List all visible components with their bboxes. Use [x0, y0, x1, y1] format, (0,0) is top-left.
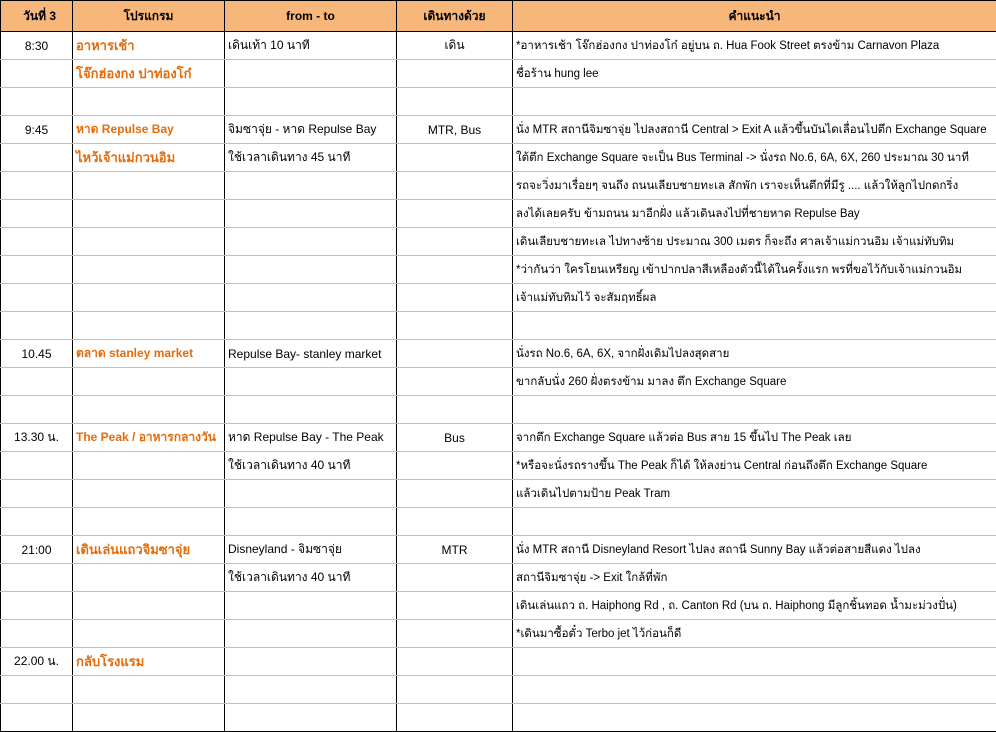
from-to-cell[interactable]: [225, 592, 397, 620]
table-row: [1, 284, 996, 312]
from-to-cell[interactable]: [225, 648, 397, 676]
travel-mode-cell[interactable]: [397, 452, 513, 480]
table-row: [1, 508, 996, 536]
advice-cell[interactable]: *เดินมาซื้อตั๋ว Terbo jet ไว้ก่อนก็ดี: [513, 620, 996, 648]
from-to-cell[interactable]: [225, 172, 397, 200]
program-cell[interactable]: ไหว้เจ้าแม่กวนอิม: [73, 144, 225, 172]
header-from-to[interactable]: from - to: [225, 1, 397, 32]
time-cell[interactable]: 13.30 น.: [1, 424, 73, 452]
program-cell[interactable]: [73, 228, 225, 256]
table-row: [1, 480, 996, 508]
itinerary-body: [1, 32, 996, 732]
travel-mode-cell[interactable]: [397, 508, 513, 536]
travel-mode-cell[interactable]: [397, 284, 513, 312]
program-cell[interactable]: อาหารเช้า: [73, 32, 225, 60]
time-cell[interactable]: [1, 60, 73, 88]
from-to-cell[interactable]: [225, 396, 397, 424]
table-row: [1, 452, 996, 480]
travel-mode-cell[interactable]: [397, 676, 513, 704]
program-cell[interactable]: [73, 564, 225, 592]
program-cell[interactable]: [73, 508, 225, 536]
table-row: [1, 424, 996, 452]
program-cell[interactable]: [73, 172, 225, 200]
travel-mode-cell[interactable]: [397, 592, 513, 620]
from-to-cell[interactable]: Disneyland - จิมซาจุ่ย: [225, 536, 397, 564]
travel-mode-cell[interactable]: [397, 368, 513, 396]
travel-mode-cell[interactable]: [397, 564, 513, 592]
program-cell[interactable]: [73, 676, 225, 704]
program-cell[interactable]: ตลาด stanley market: [73, 340, 225, 368]
advice-cell[interactable]: [513, 396, 996, 424]
header-day[interactable]: วันที่ 3: [1, 1, 73, 32]
time-cell[interactable]: [1, 676, 73, 704]
header-row: [1, 1, 996, 32]
from-to-cell[interactable]: หาด Repulse Bay - The Peak: [225, 424, 397, 452]
from-to-cell[interactable]: Repulse Bay- stanley market: [225, 340, 397, 368]
time-cell[interactable]: [1, 368, 73, 396]
table-row: [1, 172, 996, 200]
travel-mode-cell[interactable]: [397, 396, 513, 424]
table-row: [1, 396, 996, 424]
program-cell[interactable]: [73, 452, 225, 480]
program-cell[interactable]: [73, 88, 225, 116]
time-cell[interactable]: [1, 312, 73, 340]
travel-mode-cell[interactable]: [397, 620, 513, 648]
advice-cell[interactable]: เดินเล่นแถว ถ. Haiphong Rd , ถ. Canton Rd (บน ถ. Haiphong มีลูกชิ้นทอด น้ำมะม่วงปั่น): [513, 592, 996, 620]
from-to-cell[interactable]: [225, 228, 397, 256]
time-cell[interactable]: [1, 452, 73, 480]
time-cell[interactable]: [1, 564, 73, 592]
travel-mode-cell[interactable]: [397, 172, 513, 200]
program-cell[interactable]: หาด Repulse Bay: [73, 116, 225, 144]
header-travel[interactable]: เดินทางด้วย: [397, 1, 513, 32]
time-cell[interactable]: [1, 200, 73, 228]
advice-cell[interactable]: เจ้าแม่ทับทิมไว้ จะสัมฤทธิ์ผล: [513, 284, 996, 312]
advice-cell[interactable]: *ว่ากันว่า ใครโยนเหรียญ เข้าปากปลาสีเหลืองตัวนี้ได้ในครั้งแรก พรที่ขอไว้กับเจ้าแม่กวนอิม: [513, 256, 996, 284]
advice-cell[interactable]: [513, 508, 996, 536]
time-cell[interactable]: [1, 172, 73, 200]
time-cell[interactable]: 8:30: [1, 32, 73, 60]
table-row: [1, 368, 996, 396]
advice-cell[interactable]: *อาหารเช้า โจ๊กฮ่องกง ปาท่องโก๋ อยู่บน ถ. Hua Fook Street ตรงข้าม Carnavon Plaza: [513, 32, 996, 60]
time-cell[interactable]: [1, 508, 73, 536]
program-cell[interactable]: เดินเล่นแถวจิมซาจุ่ย: [73, 536, 225, 564]
program-cell[interactable]: [73, 480, 225, 508]
time-cell[interactable]: [1, 704, 73, 732]
header-program[interactable]: โปรแกรม: [73, 1, 225, 32]
from-to-cell[interactable]: [225, 676, 397, 704]
travel-mode-cell[interactable]: [397, 340, 513, 368]
from-to-cell[interactable]: จิมซาจุ่ย - หาด Repulse Bay: [225, 116, 397, 144]
time-cell[interactable]: [1, 144, 73, 172]
time-cell[interactable]: [1, 396, 73, 424]
travel-mode-cell[interactable]: [397, 480, 513, 508]
advice-cell[interactable]: แล้วเดินไปตามป้าย Peak Tram: [513, 480, 996, 508]
program-cell[interactable]: [73, 284, 225, 312]
table-row: [1, 676, 996, 704]
table-row: [1, 228, 996, 256]
time-cell[interactable]: [1, 480, 73, 508]
travel-mode-cell[interactable]: [397, 228, 513, 256]
travel-mode-cell[interactable]: [397, 60, 513, 88]
table-row: [1, 312, 996, 340]
program-cell[interactable]: [73, 620, 225, 648]
time-cell[interactable]: [1, 284, 73, 312]
time-cell[interactable]: 10.45: [1, 340, 73, 368]
header-advice[interactable]: คำแนะนำ: [513, 1, 996, 32]
advice-cell[interactable]: [513, 88, 996, 116]
from-to-cell[interactable]: [225, 256, 397, 284]
advice-cell[interactable]: รถจะวิ่งมาเรื่อยๆ จนถึง ถนนเลียบชายทะเล สักพัก เราจะเห็นตึกที่มีรู .... แล้วให้ลูกไปกดกริ่ง: [513, 172, 996, 200]
time-cell[interactable]: [1, 592, 73, 620]
from-to-cell[interactable]: ใช้เวลาเดินทาง 40 นาที: [225, 564, 397, 592]
advice-cell[interactable]: จากตึก Exchange Square แล้วต่อ Bus สาย 15 ขึ้นไป The Peak เลย: [513, 424, 996, 452]
travel-mode-cell[interactable]: MTR: [397, 536, 513, 564]
from-to-cell[interactable]: [225, 620, 397, 648]
program-cell[interactable]: กลับโรงแรม: [73, 648, 225, 676]
from-to-cell[interactable]: ใช้เวลาเดินทาง 40 นาที: [225, 452, 397, 480]
time-cell[interactable]: [1, 88, 73, 116]
from-to-cell[interactable]: [225, 480, 397, 508]
advice-cell[interactable]: นั่ง MTR สถานี Disneyland Resort ไปลง สถานี Sunny Bay แล้วต่อสายสีแดง ไปลง: [513, 536, 996, 564]
travel-mode-cell[interactable]: [397, 200, 513, 228]
table-row: [1, 564, 996, 592]
program-cell[interactable]: [73, 312, 225, 340]
travel-mode-cell[interactable]: [397, 312, 513, 340]
table-row: [1, 32, 996, 60]
time-cell[interactable]: [1, 256, 73, 284]
program-cell[interactable]: [73, 200, 225, 228]
travel-mode-cell[interactable]: [397, 88, 513, 116]
table-row: [1, 88, 996, 116]
advice-cell[interactable]: เดินเลียบชายทะเล ไปทางซ้าย ประมาณ 300 เมตร ก็จะถึง ศาลเจ้าแม่กวนอิม เจ้าแม่ทับทิม: [513, 228, 996, 256]
advice-cell[interactable]: [513, 676, 996, 704]
travel-mode-cell[interactable]: เดิน: [397, 32, 513, 60]
advice-cell[interactable]: สถานีจิมซาจุ่ย -> Exit ใกล้ที่พัก: [513, 564, 996, 592]
advice-cell[interactable]: ใต้ตึก Exchange Square จะเป็น Bus Terminal -> นั่งรถ No.6, 6A, 6X, 260 ประมาณ 30 นาที: [513, 144, 996, 172]
time-cell[interactable]: 9:45: [1, 116, 73, 144]
time-cell[interactable]: [1, 228, 73, 256]
from-to-cell[interactable]: [225, 368, 397, 396]
program-cell[interactable]: [73, 592, 225, 620]
program-cell[interactable]: [73, 704, 225, 732]
advice-cell[interactable]: ชื่อร้าน hung lee: [513, 60, 996, 88]
table-row: [1, 200, 996, 228]
from-to-cell[interactable]: [225, 200, 397, 228]
advice-cell[interactable]: [513, 704, 996, 732]
table-row: [1, 620, 996, 648]
advice-cell[interactable]: [513, 312, 996, 340]
program-cell[interactable]: [73, 396, 225, 424]
table-row: [1, 648, 996, 676]
travel-mode-cell[interactable]: [397, 648, 513, 676]
table-row: [1, 116, 996, 144]
advice-cell[interactable]: นั่ง MTR สถานีจิมซาจุ่ย ไปลงสถานี Central > Exit A แล้วขึ้นบันไดเลื่อนไปตึก Exchange Square: [513, 116, 996, 144]
travel-mode-cell[interactable]: MTR, Bus: [397, 116, 513, 144]
from-to-cell[interactable]: [225, 284, 397, 312]
time-cell[interactable]: 22.00 น.: [1, 648, 73, 676]
from-to-cell[interactable]: [225, 704, 397, 732]
travel-mode-cell[interactable]: [397, 704, 513, 732]
table-row: [1, 60, 996, 88]
advice-cell[interactable]: ลงได้เลยครับ ข้ามถนน มาอีกฝั่ง แล้วเดินลงไปที่ชายหาด Repulse Bay: [513, 200, 996, 228]
from-to-cell[interactable]: [225, 508, 397, 536]
table-row: [1, 256, 996, 284]
from-to-cell[interactable]: เดินเท้า 10 นาที: [225, 32, 397, 60]
from-to-cell[interactable]: [225, 60, 397, 88]
from-to-cell[interactable]: [225, 88, 397, 116]
program-cell[interactable]: [73, 256, 225, 284]
table-row: [1, 340, 996, 368]
table-row: [1, 536, 996, 564]
table-row: [1, 704, 996, 732]
from-to-cell[interactable]: [225, 312, 397, 340]
from-to-cell[interactable]: ใช้เวลาเดินทาง 45 นาที: [225, 144, 397, 172]
advice-cell[interactable]: *หรือจะนั่งรถรางขึ้น The Peak ก็ได้ ให้ลงย่าน Central ก่อนถึงตึก Exchange Square: [513, 452, 996, 480]
table-row: [1, 144, 996, 172]
advice-cell[interactable]: [513, 648, 996, 676]
travel-mode-cell[interactable]: [397, 256, 513, 284]
time-cell[interactable]: 21:00: [1, 536, 73, 564]
advice-cell[interactable]: ขากลับนั่ง 260 ฝั่งตรงข้าม มาลง ตึก Exchange Square: [513, 368, 996, 396]
program-cell[interactable]: The Peak / อาหารกลางวัน: [73, 424, 225, 452]
program-cell[interactable]: โจ๊กฮ่องกง ปาท่องโก๋: [73, 60, 225, 88]
time-cell[interactable]: [1, 620, 73, 648]
advice-cell[interactable]: นั่งรถ No.6, 6A, 6X, จากฝั่งเดิมไปลงสุดสาย: [513, 340, 996, 368]
table-row: [1, 592, 996, 620]
travel-mode-cell[interactable]: Bus: [397, 424, 513, 452]
program-cell[interactable]: [73, 368, 225, 396]
travel-mode-cell[interactable]: [397, 144, 513, 172]
